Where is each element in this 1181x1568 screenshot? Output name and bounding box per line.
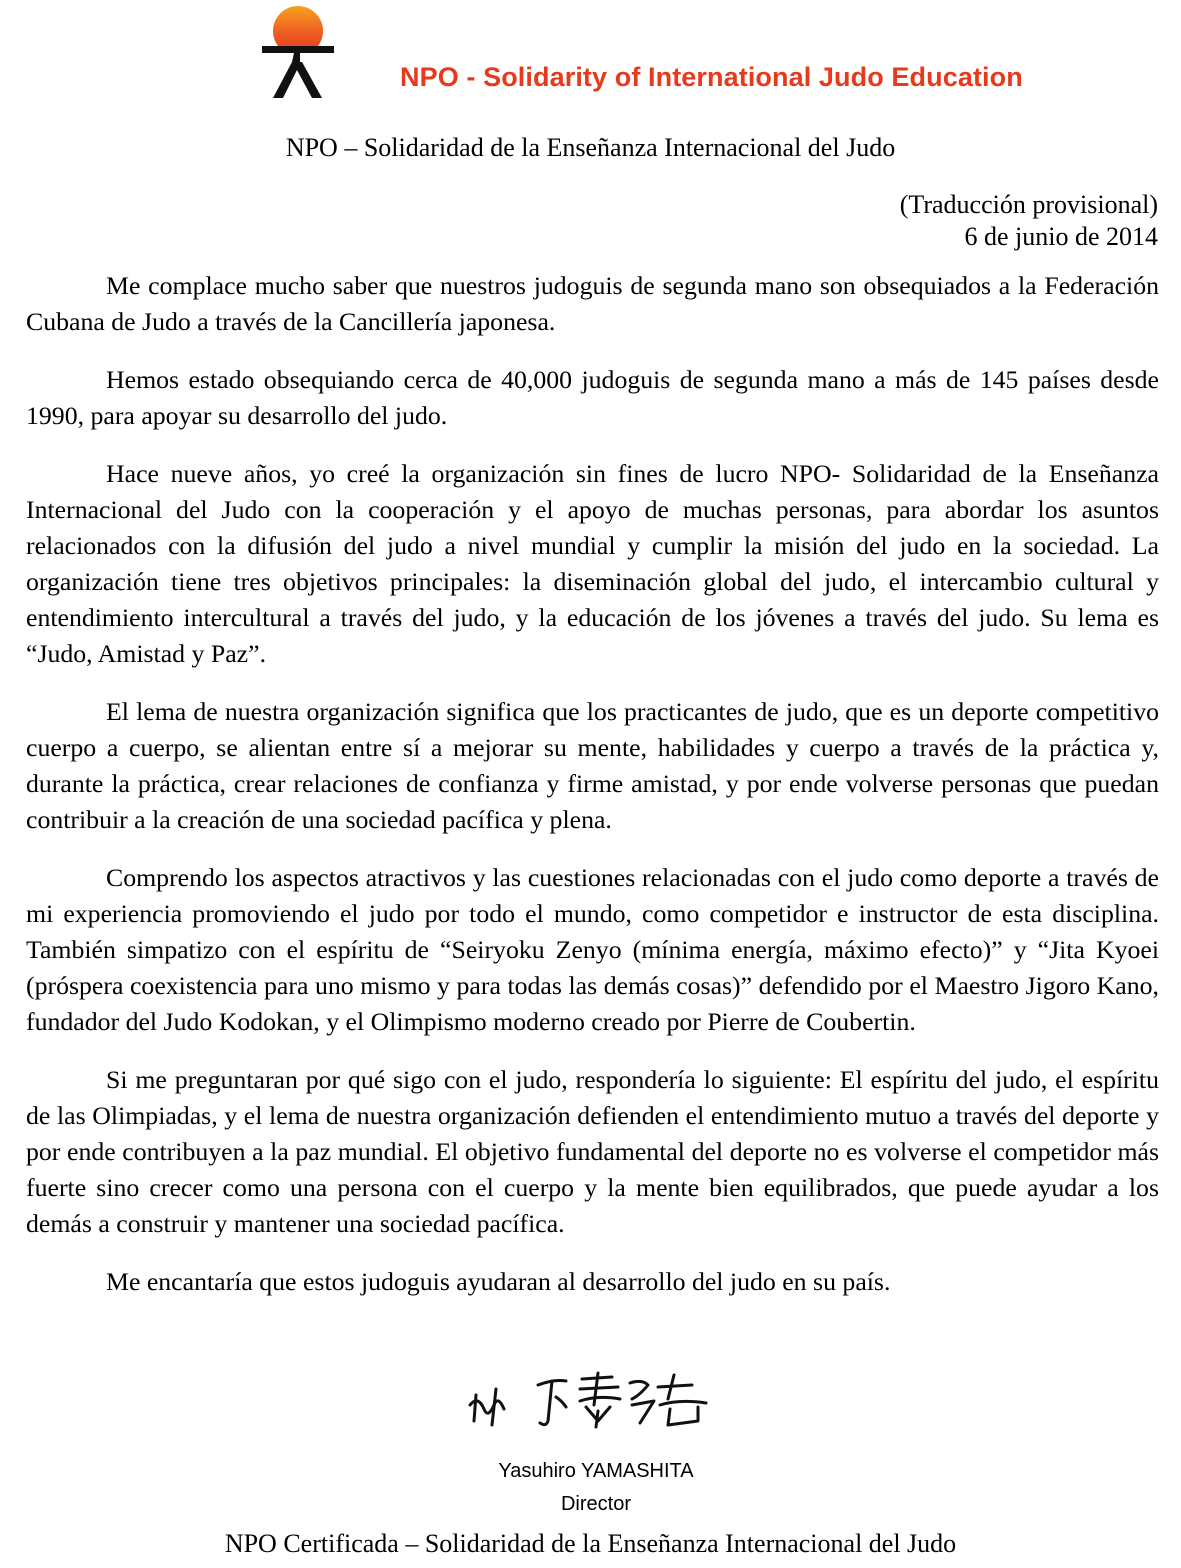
handwritten-signature [462, 1365, 732, 1435]
paragraph: Comprendo los aspectos atractivos y las cuestiones relacionadas con el judo como deporte a través de mi experiencia promoviendo el judo por todo el mundo, como competidor e instructor de esta disciplina. También simpatizo con el espíritu de “Seiryoku Zenyo (mínima energía, máximo efecto)” y “Jita Kyoei (próspera coexistencia para uno mismo y para todas las demás cosas)” defendido por el Maestro Jigoro Kano, fundador del Judo Kodokan, y el Olimpismo moderno creado por Pierre de Coubertin. [26, 863, 1159, 1036]
paragraph: Hace nueve años, yo creé la organización sin fines de lucro NPO- Solidaridad de la Enseñanza Internacional del Judo con la cooperación y el apoyo de muchas personas, para abordar los asuntos relacionados con la difusión del judo a nivel mundial y cumplir la misión del judo en la sociedad. La organización tiene tres objetivos principales: la diseminación global del judo, el intercambio cultural y entendimiento intercultural a través del judo, y la educación de los jóvenes a través del judo. Su lema es “Judo, Amistad y Paz”. [26, 459, 1159, 668]
org-name-spanish: NPO – Solidaridad de la Enseñanza Internacional del Judo [285, 133, 896, 162]
paragraph: Si me preguntaran por qué sigo con el judo, respondería lo siguiente: El espíritu del judo, el espíritu de las Olimpiadas, y el lema de nuestra organización defienden el entendimiento mutuo a través del deporte y por ende contribuyen a la paz mundial. El objetivo fundamental del deporte no es volverse el competidor más fuerte sino crecer como una persona con el cuerpo y la mente bien equilibrados, que puede ayudar a los demás a construir y mantener una sociedad pacífica. [26, 1065, 1159, 1238]
letterhead [240, 0, 1023, 112]
translation-note: (Traducción provisional) [899, 190, 1158, 219]
paragraph: Hemos estado obsequiando cerca de 40,000 judoguis de segunda mano a más de 145 países desde 1990, para apoyar su desarrollo del judo. [26, 365, 1159, 430]
signer-block [0, 1455, 1181, 1521]
document-meta [900, 189, 1158, 253]
footer-org-name: NPO Certificada – Solidaridad de la Enseñanza Internacional del Judo [224, 1529, 957, 1558]
paragraph: Me encantaría que estos judoguis ayudaran al desarrollo del judo en su país. [106, 1267, 891, 1296]
paragraph: Me complace mucho saber que nuestros judoguis de segunda mano son obsequiados a la Federación Cubana de Judo a través de la Cancillería japonesa. [26, 271, 1159, 336]
document-date: 6 de junio de 2014 [964, 222, 1158, 251]
letter-body [26, 268, 1159, 1322]
signer-name: Yasuhiro YAMASHITA [498, 1460, 694, 1482]
org-name-english: NPO - Solidarity of International Judo Education [400, 62, 1023, 92]
signer-title: Director [560, 1493, 631, 1515]
paragraph: El lema de nuestra organización significa que los practicantes de judo, que es un deporte competitivo cuerpo a cuerpo, se alientan entre sí a mejorar su mente, habilidades y cuerpo a través de la práctica y, durante la práctica, crear relaciones de confianza y firme amistad, y por ende volverse personas que puedan contribuir a la creación de una sociedad pacífica y plena. [26, 697, 1159, 834]
judo-sun-logo-icon [250, 4, 340, 100]
